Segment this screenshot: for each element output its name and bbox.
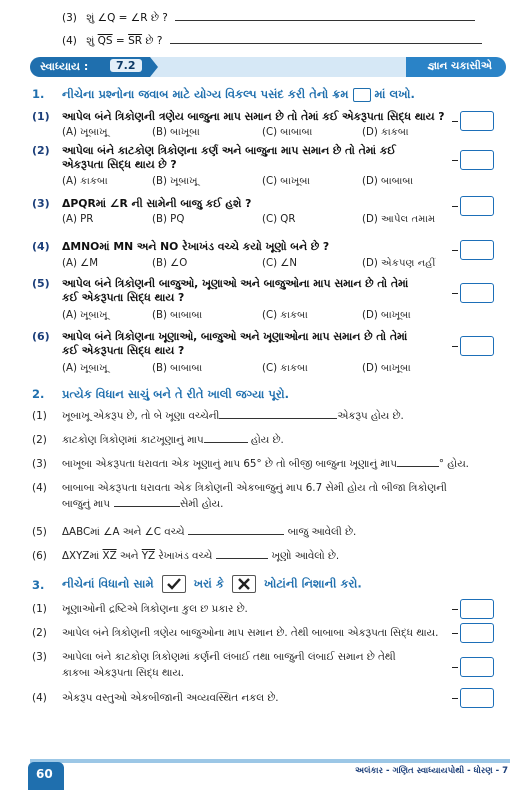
fill-number: (5): [32, 526, 47, 538]
tf-statement: આપેલ બંને ત્રિકોણની ત્રણેય બાજુઓના માપ સમાન છે. તેથી બાબાબા એકરૂપતા સિદ્ધ થાય.: [62, 627, 439, 639]
option-b[interactable]: (B) બાબાબા: [152, 310, 203, 321]
footer: [0, 752, 530, 795]
banner-number: 7.2: [110, 59, 142, 72]
fill-number: (6): [32, 550, 47, 562]
question-text: આપેલ બંને ત્રિકોણની બાજુઓ, ખૂણાઓ અને બાજુઓના માપ સમાન છે તો તેમાં કઈ એકરૂપતા સિદ્ધ થાય ?: [62, 277, 409, 304]
top-question-3: (3) શું ∠Q = ∠R છે ?: [62, 10, 475, 25]
answer-box[interactable]: [460, 657, 494, 677]
tf-number: (4): [32, 692, 47, 704]
dash: [452, 206, 458, 207]
fill-statement: ΔXYZમાં $\overline{XZ}$ અને $\overline{YZ}$ રેખાખંડ વચ્ચે ખૂણો આવેલો છે.: [62, 550, 340, 562]
dash: [452, 633, 458, 634]
option-d[interactable]: (D) બાખૂબા: [362, 310, 411, 321]
question-number: (5): [32, 277, 50, 290]
option-d[interactable]: (D) બાબાબા: [362, 176, 414, 187]
question-number: (4): [32, 240, 50, 253]
section-number: 1.: [32, 87, 45, 101]
option-a[interactable]: (A) PR: [62, 214, 94, 225]
dash: [452, 346, 458, 347]
cross-icon: [232, 575, 256, 593]
section-number: 2.: [32, 387, 45, 401]
option-d[interactable]: (D) બાખૂબા: [362, 363, 411, 374]
banner-right-label: જ્ઞાન ચકાસીએ: [427, 60, 492, 72]
option-b[interactable]: (B) ∠O: [152, 258, 188, 269]
question-text: આપેલા બંને કાટકોણ ત્રિકોણના કર્ણ અને બાજુના માપ સમાન છે તો તેમાં કઈ એકરૂપતા સિદ્ધ થાય છે ?: [62, 144, 396, 171]
answer-box[interactable]: [460, 111, 494, 131]
fill-blank[interactable]: [114, 496, 180, 507]
fill-blank[interactable]: [397, 456, 439, 467]
option-b[interactable]: (B) બાબાબા: [152, 363, 203, 374]
check-icon: [162, 575, 186, 593]
answer-box[interactable]: [460, 283, 494, 303]
fill-statement: કાટકોણ ત્રિકોણમાં કાટખૂણાનું માપ હોય છે.: [62, 434, 284, 446]
dash: [452, 667, 458, 668]
section-title: પ્રત્યેક વિધાન સાચું બને તે રીતે ખાલી જગ્યા પૂરો.: [62, 387, 290, 401]
section-title: નીચેના પ્રશ્નોના જવાબ માટે યોગ્ય વિકલ્પ પસંદ કરી તેનો ક્રમ માં લખો.: [62, 87, 415, 101]
option-a[interactable]: (A) કાકબા: [62, 176, 108, 187]
question-text: આપેલ બંને ત્રિકોણના ખૂણાઓ, બાજુઓ અને ખૂણાઓના માપ સમાન છે તો તેમાં કઈ એકરૂપતા સિદ્ધ થાય ?: [62, 330, 408, 357]
fill-statement: ખૂબાખૂ એકરૂપ છે, તો બે ખૂણા વચ્ચેની એકરૂપ હોય છે.: [62, 410, 404, 422]
option-b[interactable]: (B) ખૂબાખૂ: [152, 176, 198, 187]
question-number: (1): [32, 110, 50, 123]
tf-statement: ખૂણાઓની દ્રષ્ટિએ ત્રિકોણના કુલ છ પ્રકાર છે.: [62, 603, 248, 615]
option-c[interactable]: (C) બાખૂબા: [262, 176, 311, 187]
fill-number: (2): [32, 434, 47, 446]
footer-text: અલંકાર - ગણિત સ્વાધ્યાયપોથી - ધોરણ - 7: [355, 766, 508, 776]
dash: [452, 250, 458, 251]
tf-number: (2): [32, 627, 47, 639]
fill-blank[interactable]: [188, 524, 284, 535]
banner-arrow: [142, 57, 158, 77]
footer-rule: [30, 759, 510, 763]
answer-box[interactable]: [460, 196, 494, 216]
tf-statement: આપેલા બંને કાટકોણ ત્રિકોણમાં કર્ણની લંબાઈ તથા બાજુની લંબાઈ સમાન છે તેથી કાકબા એકરૂપતા સિદ્ધ થાય.: [62, 651, 396, 679]
fill-statement: બાખૂબા એકરૂપતા ધરાવતા એક ખૂણાનું માપ 65° છે તો બીજી બાજુના ખૂણાનું માપ ° હોય.: [62, 458, 469, 470]
question-number: (6): [32, 330, 50, 343]
option-c[interactable]: (C) ∠N: [262, 258, 298, 269]
question-number: (2): [32, 144, 50, 157]
option-c[interactable]: (C) બાબાબા: [262, 127, 313, 138]
question-number: (3): [32, 197, 50, 210]
option-d[interactable]: (D) આપેલ તમામ: [362, 214, 436, 225]
inline-answer-box: [353, 88, 371, 102]
question-text: ΔPQRમાં ∠R ની સામેની બાજુ કઈ હશે ?: [62, 197, 252, 210]
option-c[interactable]: (C) કાકબા: [262, 363, 308, 374]
answer-box[interactable]: [460, 688, 494, 708]
answer-box[interactable]: [460, 599, 494, 619]
fill-blank[interactable]: [204, 432, 248, 443]
option-c[interactable]: (C) QR: [262, 214, 296, 225]
tf-statement: એકરૂપ વસ્તુઓ એકબીજાની અવ્યવસ્થિત નકલ છે.: [62, 692, 279, 704]
option-c[interactable]: (C) કાકબા: [262, 310, 308, 321]
fill-blank[interactable]: [219, 408, 337, 419]
option-b[interactable]: (B) PQ: [152, 214, 185, 225]
fill-statement: ΔABCમાં ∠A અને ∠C વચ્ચે બાજુ આવેલી છે.: [62, 526, 357, 538]
option-a[interactable]: (A) ખૂબાખૂ: [62, 310, 108, 321]
answer-box[interactable]: [460, 150, 494, 170]
top-question-4: (4) શું $\overline{QS} = \overline{SR}$ છે ?: [62, 33, 482, 48]
fill-statement: બાબાબા એકરૂપતા ધરાવતા એક ત્રિકોણની એકબાજુનું માપ 6.7 સેમી હોય તો બીજા ત્રિકોણની બાજુનું માપ સેમી હોય.: [62, 482, 447, 510]
answer-blank[interactable]: [170, 33, 482, 44]
question-text: ΔMNOમાં MN અને NO રેખાખંડ વચ્ચે કયો ખૂણો બને છે ?: [62, 240, 330, 253]
dash: [452, 121, 458, 122]
answer-box[interactable]: [460, 623, 494, 643]
answer-blank[interactable]: [175, 10, 475, 21]
fill-blank[interactable]: [216, 548, 268, 559]
question-text: આપેલ બંને ત્રિકોણની ત્રણેય બાજુના માપ સમાન છે તો તેમાં કઈ એકરૂપતા સિદ્ધ થાય ?: [62, 110, 445, 123]
answer-box[interactable]: [460, 240, 494, 260]
option-d[interactable]: (D) એકપણ નહીં: [362, 258, 436, 269]
section-title: નીચેનાં વિધાનો સામે ખરાં કે ખોટાંની નિશાની કરો.: [62, 575, 362, 593]
option-b[interactable]: (B) બાખૂબા: [152, 127, 200, 138]
option-a[interactable]: (A) ખૂબાખૂ: [62, 127, 108, 138]
dash: [452, 293, 458, 294]
fill-number: (3): [32, 458, 47, 470]
fill-number: (4): [32, 482, 47, 494]
tf-number: (1): [32, 603, 47, 615]
option-a[interactable]: (A) ∠M: [62, 258, 99, 269]
dash: [452, 160, 458, 161]
tf-number: (3): [32, 651, 47, 663]
option-a[interactable]: (A) ખૂબાખૂ: [62, 363, 108, 374]
banner-title: સ્વાધ્યાય :: [40, 60, 89, 73]
section-number: 3.: [32, 578, 45, 592]
fill-number: (1): [32, 410, 47, 422]
answer-box[interactable]: [460, 336, 494, 356]
dash: [452, 609, 458, 610]
option-d[interactable]: (D) કાકબા: [362, 127, 409, 138]
page-number: 60: [36, 767, 53, 781]
exercise-banner: [30, 57, 506, 77]
dash: [452, 698, 458, 699]
